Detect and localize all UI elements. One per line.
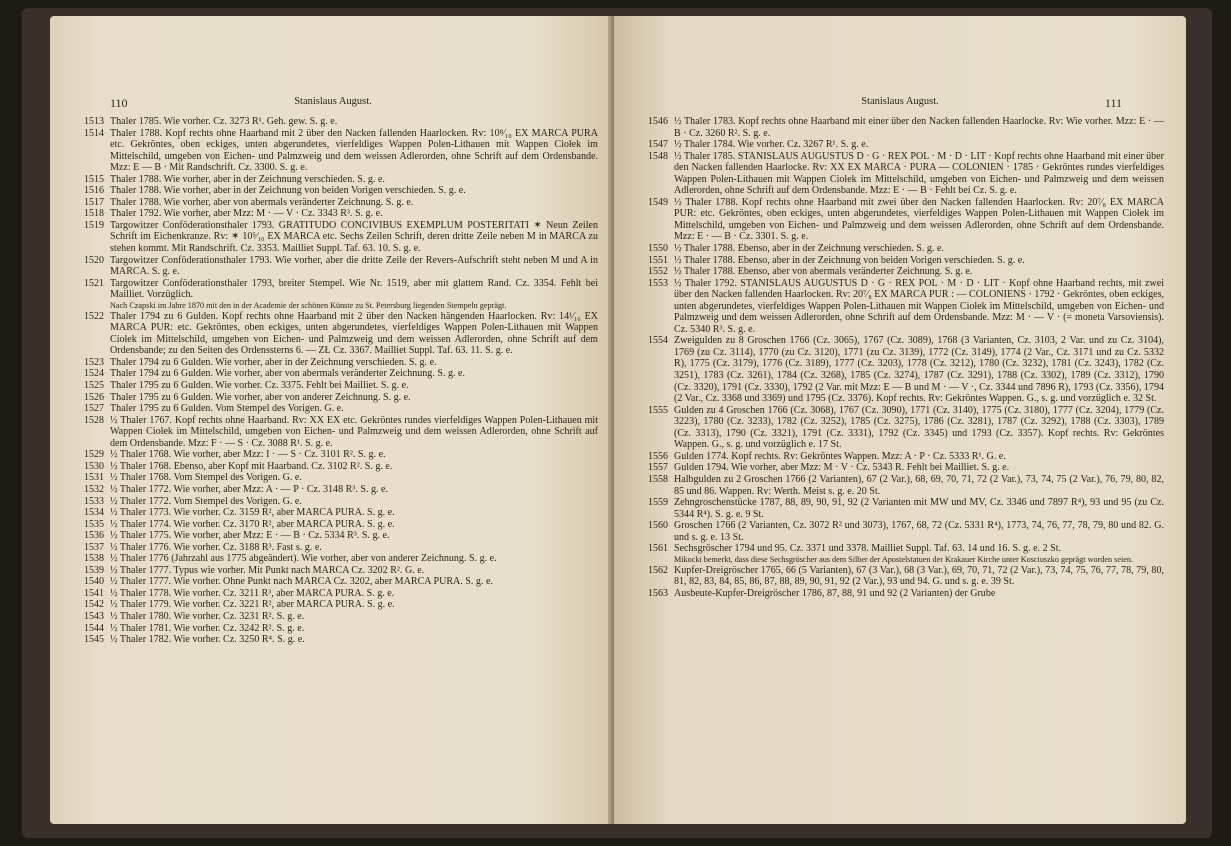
entry-text: Thaler 1788. Kopf rechts ohne Haarband mit 2 über den Nacken fallenden Haarlocken. Rv: 10⁸⁄₁₀ EX MARCA PURA etc. Gekröntes, oben eckiges, unten abgerundetes, vierfeldiges Wappen Polen-Lithauen mit Wappen Ciołek im Mittelschild, umgeben von Eichen- und Palmzweig und dem weissen Adlerorden, ohne Schrift auf dem Ordensbande. Mzz: E — B · Mit Randschrift. Cz. 3300. S. g. e.: [110, 127, 598, 174]
entry-text: ½ Thaler 1777. Wie vorher. Ohne Punkt nach MARCA Cz. 3202, aber MARCA PURA. S. g. e.: [110, 576, 493, 588]
catalog-entry: [84, 311, 598, 357]
catalog-entry: [648, 197, 1164, 243]
catalog-footnote: [84, 301, 598, 311]
entry-number: 1555: [648, 404, 668, 416]
entry-text: Thaler 1795 zu 6 Gulden. Vom Stempel des Vorigen. G. e.: [110, 403, 344, 415]
left-page-content: [84, 116, 598, 646]
entry-number: 1527: [84, 403, 104, 415]
catalog-entry: [648, 243, 1164, 255]
catalog-entry: [84, 197, 598, 209]
catalog-entry: [84, 185, 598, 197]
entry-number: 1524: [84, 368, 104, 380]
right-page-number: 111: [1104, 96, 1122, 110]
entry-text: ½ Thaler 1785. STANISLAUS AUGUSTUS D · G · REX POL · M · D · LIT · Kopf rechts ohne Haarband mit einer über den Nacken fallenden Haarlocke. Rv: XX EX MARCA · PURA — COLONIEN · 1785 · Gekröntes rundes vierfeldiges Wappen Polen-Lithauen mit Wappen Ciołek im Mittelschild, umgeben von Eichen- und Palmzweig und dem weissen Adlerorden, ohne Schrift auf dem Ordensbande. Mzz: E · — B · Fehlt bei Cz. S. g. e.: [674, 150, 1164, 197]
catalog-entry: [648, 116, 1164, 139]
entry-number: 1561: [648, 543, 668, 555]
entry-number: 1533: [84, 495, 104, 507]
entry-text: ½ Thaler 1772. Wie vorher, aber Mzz: A · — P · Cz. 3148 R³. S. g. e.: [110, 483, 388, 495]
catalog-entry: [84, 588, 598, 600]
entry-number: 1530: [84, 460, 104, 472]
entry-text: ½ Thaler 1788. Kopf rechts ohne Haarband mit zwei über den Nacken fallenden Haarlocken. Rv: 20⁷⁄₈ EX MARCA PUR: etc. Gekröntes, oben eckiges, unten abgerundetes, vierfeldiges Wappen Polen-Lithauen mit Wappen Ciołek im Mittelschild, umgeben von Eichen- und Palmzweig und dem weissen Adlerorden, ohne Schrift auf dem Ordensbande. Mzz: E · — B · Cz. 3301. S. g. e.: [674, 196, 1164, 243]
entry-text: ½ Thaler 1783. Kopf rechts ohne Haarband mit einer über den Nacken fallenden Haarlocke. Rv: Wie vorher. Mzz: E · — B · Cz. 3260 R². S. g. e.: [674, 116, 1164, 139]
entry-number: 1513: [84, 116, 104, 127]
entry-text: ½ Thaler 1792. STANISLAUS AUGUSTUS D · G · REX POL · M · D · LIT · Kopf ohne Haarband rechts, mit zwei über den Nacken fallenden Haarlocken. Rv: 20⁷⁄₈ EX MARCA PUR : — COLONIENS · 1792 · Gekröntes, oben eckiges, unten abgerundetes, vierfeldiges Wappen Polen-Lithauen mit Wappen Ciołek im Mittelschild, umgeben von Eichen- und Palmzweig und dem weissen Adlerorden, ohne Schrift auf dem Ordensbande. Mzz: M · — V · (= moneta Varsoviensis). Cz. 5340 R³. S. g. e.: [674, 277, 1164, 335]
catalog-entry: [84, 623, 598, 635]
entry-number: 1540: [84, 576, 104, 588]
entry-number: 1535: [84, 518, 104, 530]
catalog-entry: [84, 392, 598, 404]
entry-text: Groschen 1766 (2 Varianten, Cz. 3072 R² und 3073), 1767, 68, 72 (Cz. 5331 R⁴), 1773, 74, 76, 77, 78, 79, 80 und 82. G. und s. g. e. 13 St.: [674, 520, 1164, 543]
catalog-entry: [84, 461, 598, 473]
entry-text: Thaler 1788. Wie vorher, aber in der Zeichnung von beiden Vorigen verschieden. S. g. e.: [110, 185, 466, 197]
entry-text: ½ Thaler 1768. Wie vorher, aber Mzz: I · — S · Cz. 3101 R². S. g. e.: [110, 449, 386, 461]
entry-number: [84, 301, 110, 311]
entry-number: 1553: [648, 277, 668, 289]
catalog-entry: [648, 335, 1164, 404]
catalog-entry: [648, 497, 1164, 520]
catalog-entry: [648, 405, 1164, 451]
right-page-header: [614, 96, 1186, 110]
entry-text: Thaler 1794 zu 6 Gulden. Wie vorher, aber in der Zeichnung verschieden. S. g. e.: [110, 356, 437, 368]
catalog-entry: [648, 451, 1164, 463]
entry-number: 1550: [648, 243, 668, 255]
catalog-entry: [84, 611, 598, 623]
catalog-entry: [84, 368, 598, 380]
entry-text: Ausbeute-Kupfer-Dreigröscher 1786, 87, 88, 91 und 92 (2 Varianten) der Grube: [674, 587, 996, 599]
entry-text: Zehngroschenstücke 1787, 88, 89, 90, 91, 92 (2 Varianten mit MW und MV, Cz. 3346 und 7897 R⁴), 93 und 95 (zu Cz. 5344 R⁴). S. g. e. 9 St.: [674, 497, 1164, 520]
right-page-content: [648, 116, 1164, 599]
entry-text: Thaler 1794 zu 6 Gulden. Kopf rechts ohne Haarband mit 2 über den Nacken hängenden Haarlocken. Rv: 14¹⁄₁₆ EX MARCA PUR: etc. Gekröntes, oben eckiges, unten abgerundetes, vierfeldiges Wappen Polen-Lithauen mit Wappen Ciołek im Mittelschild, umgeben von Eichen- und Palmzweig und dem weissen Adlerorden, ohne Schrift auf dem Ordensbande; zu den Seiten des Ordenssterns 6. — ZŁ Cz. 3367. Mailliet Suppl. Taf. 63. 11. S. g. e.: [110, 310, 598, 357]
catalog-entry: [84, 278, 598, 301]
catalog-entry: [84, 565, 598, 577]
entry-text: Thaler 1785. Wie vorher. Cz. 3273 R¹. Geh. gew. S. g. e.: [110, 116, 338, 127]
entry-number: 1556: [648, 450, 668, 462]
entry-number: 1544: [84, 622, 104, 634]
catalog-entry: [648, 462, 1164, 474]
catalog-entry: [84, 380, 598, 392]
catalog-entry: [84, 403, 598, 415]
entry-number: 1519: [84, 219, 104, 231]
entry-text: ½ Thaler 1788. Ebenso, aber von abermals veränderter Zeichnung. S. g. e.: [674, 266, 973, 278]
entry-text: Thaler 1795 zu 6 Gulden. Wie vorher. Cz. 3375. Fehlt bei Mailliet. S. g. e.: [110, 380, 409, 392]
entry-number: 1514: [84, 127, 104, 139]
catalog-entry: [648, 520, 1164, 543]
catalog-entry: [84, 449, 598, 461]
entry-number: [648, 555, 674, 565]
catalog-entry: [84, 634, 598, 646]
entry-text: Thaler 1794 zu 6 Gulden. Wie vorher, aber von abermals veränderter Zeichnung. S. g. e.: [110, 368, 465, 380]
entry-text: Kupfer-Dreigröscher 1765, 66 (5 Varianten), 67 (3 Var.), 68 (3 Var.), 69, 70, 71, 72 (2 Var.), 73, 74, 75, 76, 77, 78, 79, 80, 81, 82, 83, 84, 85, 86, 87, 88, 89, 90, 91, 92 (2 Var.), 93 und 94. G. und s. g. e. 39 St.: [674, 564, 1164, 588]
entry-text: Gulden 1794. Wie vorher, aber Mzz: M · V · Cz. 5343 R. Fehlt bei Mailliet. S. g. e.: [674, 462, 1010, 474]
catalog-entry: [84, 208, 598, 220]
entry-text: Targowitzer Conföderationsthaler 1793, breiter Stempel. Wie Nr. 1519, aber mit glattem Rand. Cz. 3354. Fehlt bei Mailliet. Vorzüglich.: [110, 277, 598, 301]
entry-number: 1541: [84, 587, 104, 599]
entry-number: 1517: [84, 196, 104, 208]
entry-number: 1559: [648, 497, 668, 509]
entry-number: 1536: [84, 530, 104, 542]
entry-number: 1546: [648, 116, 668, 127]
catalog-entry: [84, 553, 598, 565]
entry-text: ½ Thaler 1778. Wie vorher. Cz. 3211 R³, aber MARCA PURA. S. g. e.: [110, 587, 395, 599]
catalog-entry: [84, 530, 598, 542]
entry-text: ½ Thaler 1788. Ebenso, aber in der Zeichnung von beiden Vorigen verschieden. S. g. e.: [674, 254, 1025, 266]
catalog-entry: [84, 576, 598, 588]
catalog-entry: [84, 472, 598, 484]
entry-number: 1560: [648, 520, 668, 532]
entry-text: Thaler 1788. Wie vorher, aber von abermals veränderter Zeichnung. S. g. e.: [110, 196, 414, 208]
entry-text: Nach Czapski im Jahre 1870 mit den in der Academie der schönen Künste zu St. Petersburg liegenden Stempeln geprägt.: [110, 300, 507, 310]
entry-number: 1542: [84, 599, 104, 611]
entry-number: 1548: [648, 150, 668, 162]
entry-text: Targowitzer Conföderationsthaler 1793. GRATITUDO CONCIVIBUS EXEMPLUM POSTERITATI ✶ Neun Zeilen Schrift im Eichenkranze. Rv: ✶ 10⁵⁄₁₀ EX MARCA etc. Sechs Zeilen Schrift, deren dritte Zeile neben M in MARCA zu stehen kommt. Mit Randschrift. Cz. 3353. Mailliet Suppl. Taf. 63. 10. S. g. e.: [110, 219, 598, 255]
entry-text: ½ Thaler 1777. Typus wie vorher. Mit Punkt nach MARCA Cz. 3202 R². G. e.: [110, 564, 425, 576]
catalog-entry: [84, 174, 598, 186]
entry-number: 1532: [84, 483, 104, 495]
entry-number: 1551: [648, 254, 668, 266]
entry-text: ½ Thaler 1781. Wie vorher. Cz. 3242 R². S. g. e.: [110, 622, 305, 634]
catalog-entry: [84, 599, 598, 611]
entry-number: 1523: [84, 356, 104, 368]
entry-text: ½ Thaler 1776. Wie vorher. Cz. 3188 R³. Fast s. g. e.: [110, 541, 322, 553]
entry-number: 1529: [84, 449, 104, 461]
entry-text: ½ Thaler 1782. Wie vorher. Cz. 3250 R⁴. S. g. e.: [110, 634, 305, 646]
catalog-entry: [84, 255, 598, 278]
entry-number: 1525: [84, 380, 104, 392]
catalog-entry: [84, 128, 598, 174]
right-page: [614, 16, 1186, 824]
left-running-head: Stanislaus August.: [294, 96, 372, 107]
entry-text: Targowitzer Conföderationsthaler 1793. Wie vorher, aber die dritte Zeile der Revers-Aufschrift steht neben M und A in MARCA. S. g. e.: [110, 254, 598, 278]
entry-number: 1538: [84, 553, 104, 565]
catalog-entry: [84, 484, 598, 496]
catalog-entry: [648, 588, 1164, 600]
entry-number: 1545: [84, 634, 104, 646]
entry-text: Halbgulden zu 2 Groschen 1766 (2 Varianten), 67 (2 Var.), 68, 69, 70, 71, 72 (2 Var.), 73, 74, 75 (2 Var.), 76, 79, 80, 82, 85 und 86. Wappen. Rv: Werth. Meist s. g. e. 20 St.: [674, 473, 1164, 497]
entry-number: 1520: [84, 254, 104, 266]
catalog-entry: [648, 543, 1164, 555]
entry-text: ½ Thaler 1780. Wie vorher. Cz. 3231 R². S. g. e.: [110, 610, 305, 622]
entry-number: 1526: [84, 391, 104, 403]
catalog-entry: [84, 507, 598, 519]
catalog-entry: [84, 357, 598, 369]
catalog-entry: [648, 255, 1164, 267]
entry-number: 1539: [84, 564, 104, 576]
entry-text: ½ Thaler 1784. Wie vorher. Cz. 3267 R¹. S. g. e.: [674, 139, 869, 151]
catalog-entry: [84, 116, 598, 128]
entry-text: ½ Thaler 1773. Wie vorher. Cz. 3159 R², aber MARCA PURA. S. g. e.: [110, 507, 395, 519]
catalog-entry: [84, 519, 598, 531]
entry-text: Thaler 1788. Wie vorher, aber in der Zeichnung verschieden. S. g. e.: [110, 173, 385, 185]
entry-text: Gulden 1774. Kopf rechts. Rv: Gekröntes Wappen. Mzz: A · P · Cz. 5333 R¹. G. e.: [674, 450, 1006, 462]
entry-text: ½ Thaler 1774. Wie vorher. Cz. 3170 R², aber MARCA PURA. S. g. e.: [110, 518, 395, 530]
entry-text: Mikocki bemerkt, dass diese Sechsgröscher aus dem Silber der Apostelstatuen der Krakauer Kirche unter Kosciuszko geprägt worden seien.: [674, 554, 1134, 564]
catalog-footnote: [648, 555, 1164, 565]
entry-number: 1558: [648, 473, 668, 485]
entry-text: Sechsgröscher 1794 und 95. Cz. 3371 und 3378. Mailliet Suppl. Taf. 63. 14 und 16. S. g. e. 2 St.: [674, 543, 1062, 555]
catalog-entry: [84, 542, 598, 554]
left-page: [50, 16, 616, 824]
entry-number: 1562: [648, 564, 668, 576]
entry-number: 1522: [84, 310, 104, 322]
entry-number: 1552: [648, 266, 668, 278]
entry-number: 1549: [648, 196, 668, 208]
entry-number: 1537: [84, 541, 104, 553]
catalog-entry: [84, 415, 598, 450]
catalog-entry: [648, 474, 1164, 497]
entry-number: 1534: [84, 507, 104, 519]
catalog-entry: [648, 278, 1164, 336]
entry-text: ½ Thaler 1768. Vom Stempel des Vorigen. G. e.: [110, 472, 302, 484]
entry-text: ½ Thaler 1788. Ebenso, aber in der Zeichnung verschieden. S. g. e.: [674, 243, 944, 255]
entry-number: 1543: [84, 610, 104, 622]
entry-text: ½ Thaler 1776 (Jahrzahl aus 1775 abgeändert). Wie vorher, aber von anderer Zeichnung. S. g. e.: [110, 553, 497, 565]
entry-number: 1547: [648, 139, 668, 151]
catalog-entry: [648, 565, 1164, 588]
entry-text: ½ Thaler 1767. Kopf rechts ohne Haarband. Rv: XX EX etc. Gekröntes rundes vierfeldiges Wappen Polen-Lithauen mit Wappen Ciołek im Mittelschild, umgeben von Eichen- und Palmzweig und dem weissen Adlerorden, ohne Schrift auf dem Ordensbande. Mzz: F · — S · Cz. 3088 R¹. S. g. e.: [110, 414, 598, 449]
entry-text: Thaler 1795 zu 6 Gulden. Wie vorher, aber von anderer Zeichnung. S. g. e.: [110, 391, 411, 403]
entry-number: 1521: [84, 277, 104, 289]
entry-number: 1528: [84, 414, 104, 426]
entry-number: 1516: [84, 185, 104, 197]
catalog-entry: [648, 151, 1164, 197]
entry-text: ½ Thaler 1775. Wie vorher, aber Mzz: E · — B · Cz. 5334 R³. S. g. e.: [110, 530, 390, 542]
entry-text: Zweigulden zu 8 Groschen 1766 (Cz. 3065), 1767 (Cz. 3089), 1768 (3 Varianten, Cz. 3103, 2 Var. und zu Cz. 3104), 1769 (zu Cz. 3114), 1770 (zu Cz. 3120), 1771 (zu Cz. 3139), 1772 (Cz. 3149), 1774 (2 Var., Cz. 3171 und zu Cz. 5332 R), 1775 (Cz. 3179), 1776 (Cz. 3189), 1777 (Cz. 3203), 1778 (Cz. 3212), 1780 (Cz. 3232), 1781 (Cz. 3243), 1782 (Cz. 3251), 1783 (Cz. 3261), 1784 (Cz. 3268), 1785 (Cz. 3274), 1787 (Cz. 3291), 1788 (Cz. 3302), 1789 (Cz. 3312), 1790 (Cz. 3320), 1791 (Cz. 3330), 1792 (2 Var. mit Mzz: E — B und M · — V ·, Cz. 3344 und 7896 R), 1793 (Cz. 3356), 1794 (2 Var., Cz. 3368 und 3369) und 1795 (Cz. 3376). Kopf rechts. Rv: Gekröntes Wappen. G., s. g. und vorzüglich e. 32 St.: [674, 335, 1164, 405]
entry-number: 1554: [648, 335, 668, 347]
entry-text: ½ Thaler 1772. Vom Stempel des Vorigen. G. e.: [110, 495, 302, 507]
entry-number: 1563: [648, 587, 668, 599]
right-running-head: Stanislaus August.: [861, 96, 939, 107]
entry-text: Thaler 1792. Wie vorher, aber Mzz: M · — V · Cz. 3343 R³. S. g. e.: [110, 208, 383, 220]
catalog-entry: [84, 220, 598, 255]
entry-text: ½ Thaler 1779. Wie vorher. Cz. 3221 R², aber MARCA PURA. S. g. e.: [110, 599, 395, 611]
entry-number: 1557: [648, 462, 668, 474]
catalog-entry: [648, 139, 1164, 151]
entry-number: 1518: [84, 208, 104, 220]
entry-number: 1531: [84, 472, 104, 484]
entry-number: 1515: [84, 173, 104, 185]
catalog-entry: [84, 496, 598, 508]
entry-text: Gulden zu 4 Groschen 1766 (Cz. 3068), 1767 (Cz. 3090), 1771 (Cz. 3140), 1775 (Cz. 3180), 1777 (Cz. 3204), 1779 (Cz. 3223), 1780 (Cz. 3233), 1782 (Cz. 3252), 1785 (Cz. 3275), 1786 (Cz. 3281), 1787 (Cz. 3292), 1788 (Cz. 3303), 1789 (Cz. 3313), 1790 (Cz. 3321), 1791 (Cz. 3331), 1792 (Cz. 3345) und 1793 (Cz. 3357). Kopf rechts. Rv: Gekröntes Wappen. G., s. g. und vorzüglich e. 17 St.: [674, 404, 1164, 451]
left-page-header: [50, 96, 616, 110]
entry-text: ½ Thaler 1768. Ebenso, aber Kopf mit Haarband. Cz. 3102 R². S. g. e.: [110, 460, 393, 472]
catalog-entry: [648, 266, 1164, 278]
left-page-number: 110: [110, 96, 128, 110]
